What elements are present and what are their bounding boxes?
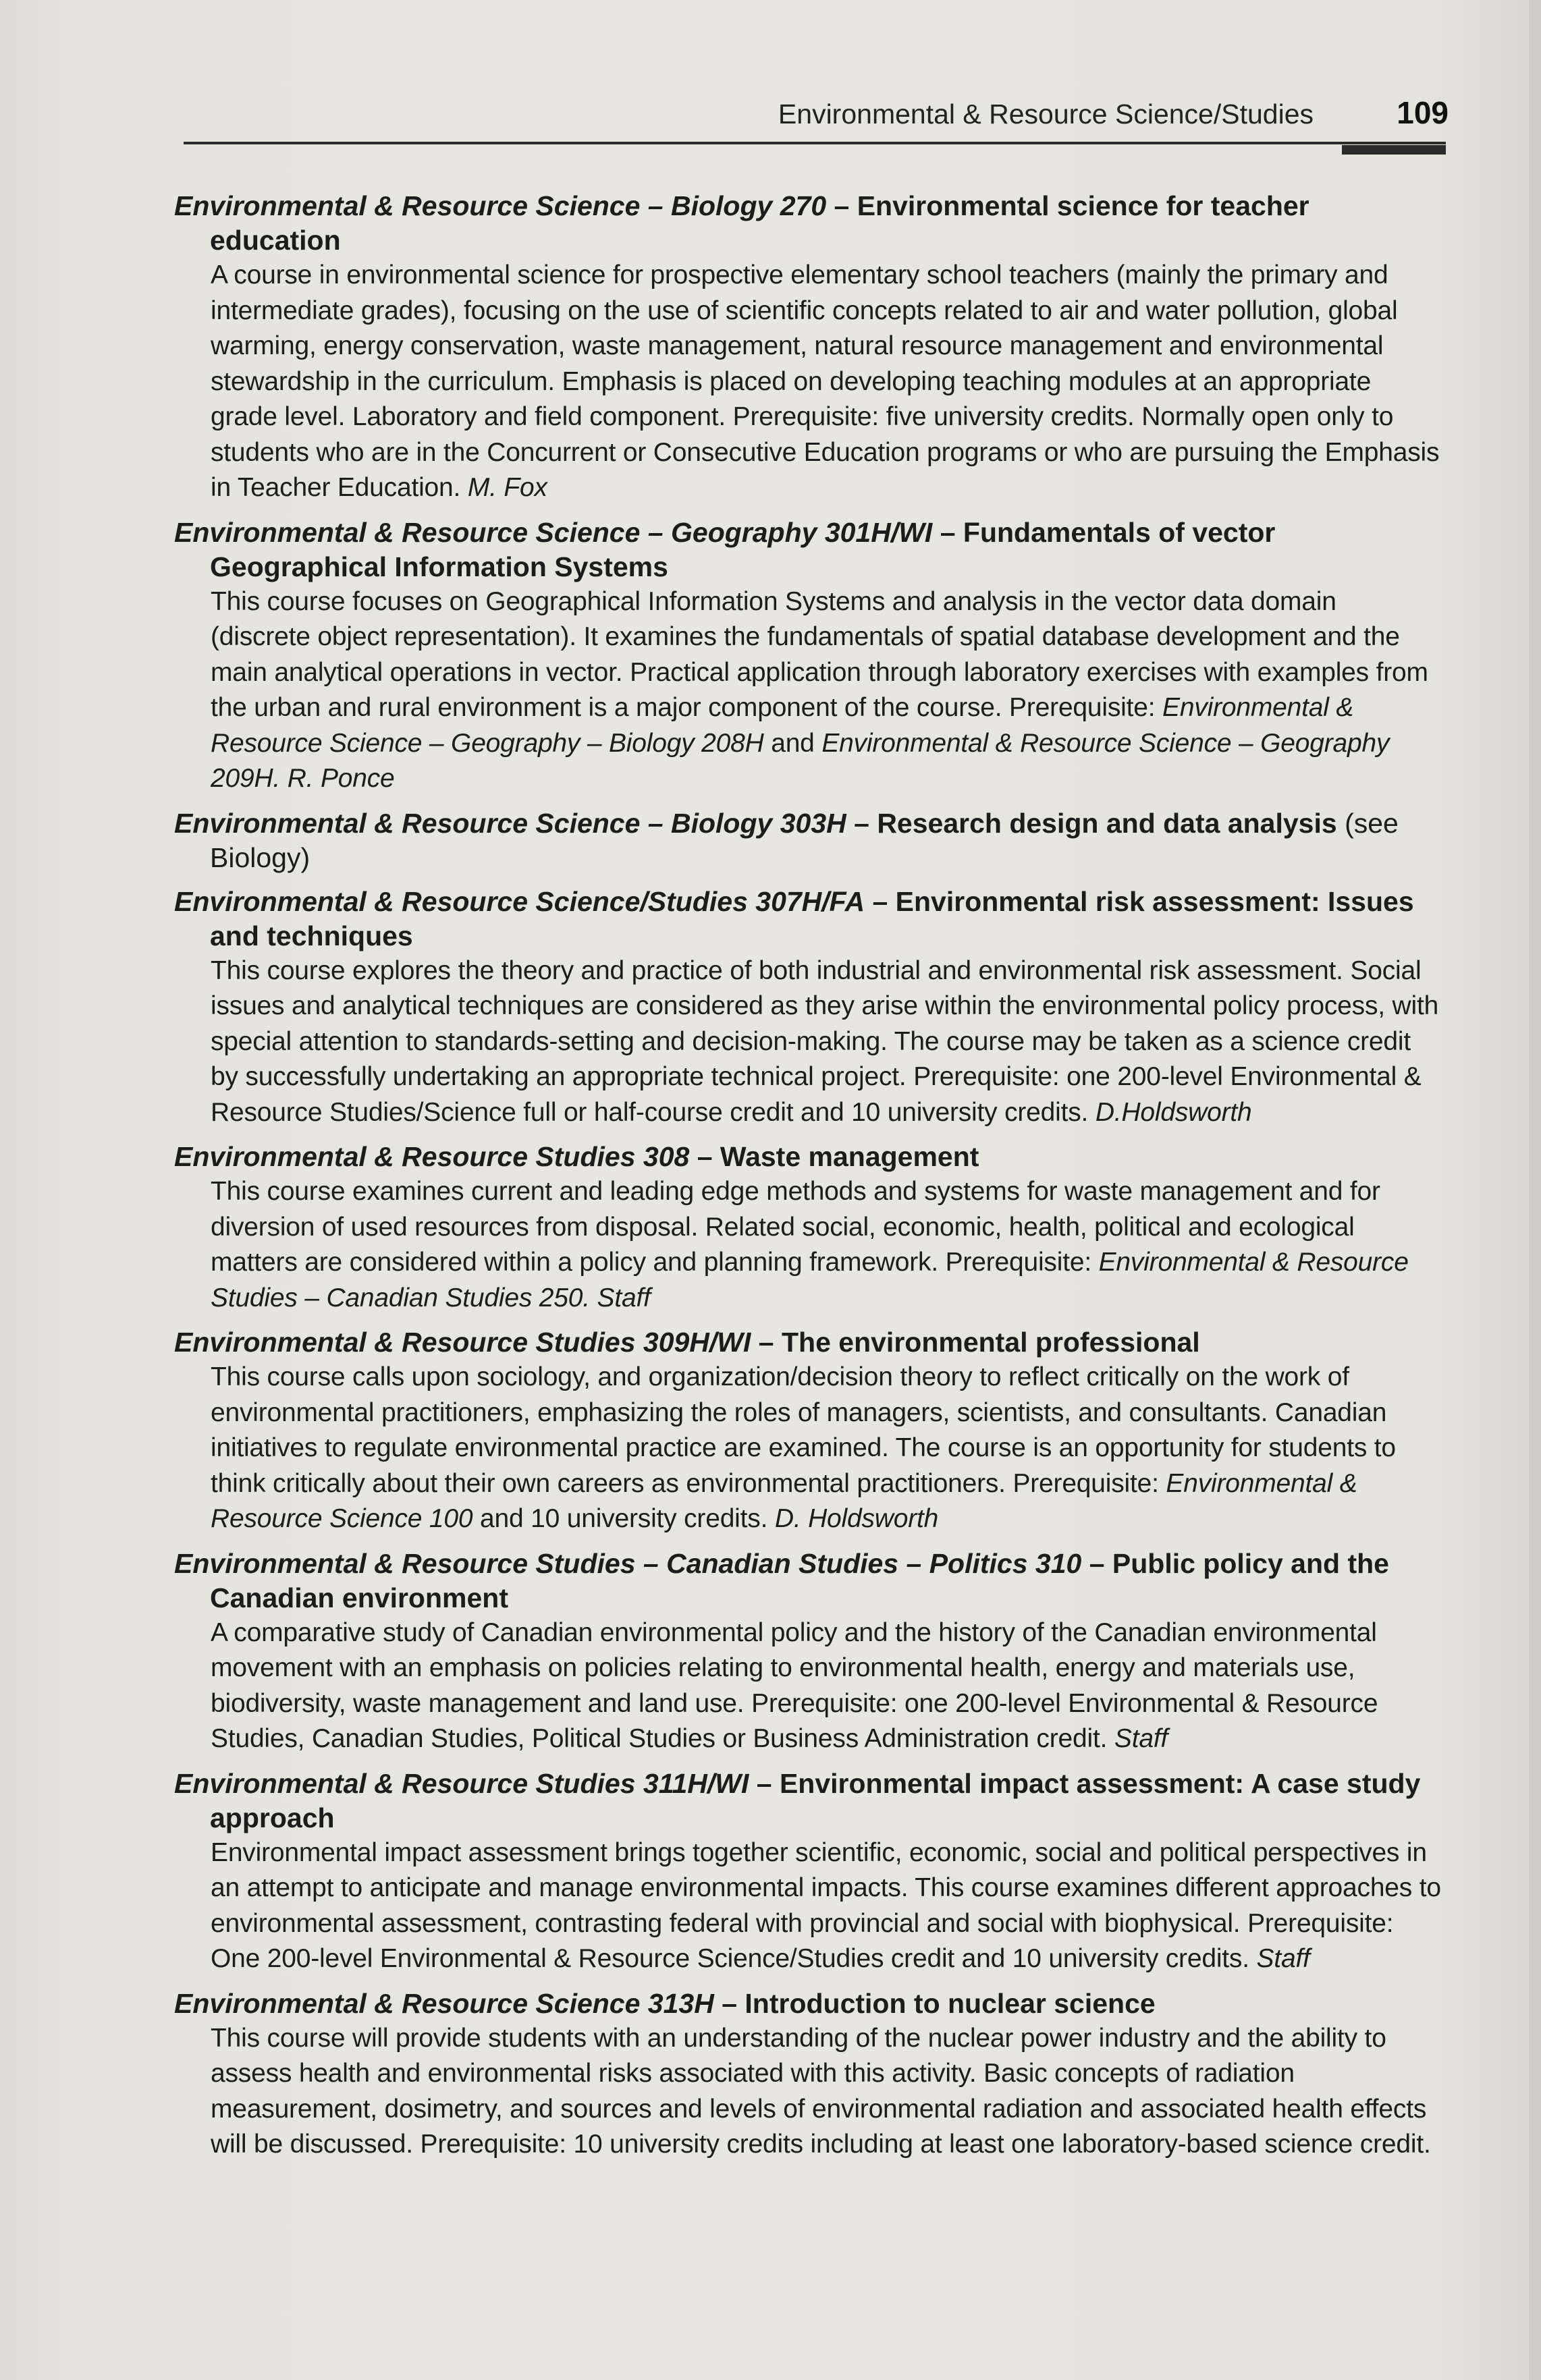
course-entry: [174, 1547, 1443, 1757]
course-entry: [174, 189, 1443, 506]
course-code: Environmental & Resource Studies 308: [174, 1141, 690, 1172]
course-heading: [174, 516, 1443, 584]
course-description: [174, 1360, 1443, 1537]
course-title: – Public policy and the Canadian environment: [210, 1547, 1389, 1613]
description-text: This course will provide students with an understanding of the nuclear power industry and the ability to assess health and environmental risks associated with this activity. Basic concepts of radiation measurement, dosimetry, and sources and levels of environmental radiation and associated health effects will be discussed. Prerequisite: 10 university credits including at least one laboratory-based science credit.: [211, 2023, 1431, 2159]
course-title: – Research design and data analysis: [846, 807, 1337, 839]
course-entry: [174, 516, 1443, 797]
course-code: Environmental & Resource Studies 311H/WI: [174, 1767, 749, 1799]
header-tab-marker: [1342, 145, 1446, 155]
course-heading: [174, 1140, 1443, 1174]
prerequisite-course: Environmental & Resource Science – Geography – Biology 208H: [211, 693, 1354, 758]
course-heading: [174, 806, 1443, 875]
description-text: A comparative study of Canadian environmental policy and the history of the Canadian environmental movement with an emphasis on policies relating to environmental health, energy and materials use, biodiversity, waste management and land use. Prerequisite: one 200-level Environmental & Resource Studies, Canadian Studies, Political Studies or Business Administration credit.: [211, 1617, 1378, 1753]
course-heading: [174, 189, 1443, 258]
prerequisite-course: Environmental & Resource Science – Geography 209H. R. Ponce: [211, 728, 1390, 793]
course-entry: [174, 806, 1443, 875]
course-code: Environmental & Resource Studies 309H/WI: [174, 1327, 751, 1358]
course-title: – The environmental professional: [751, 1327, 1200, 1358]
course-description: [174, 1835, 1443, 1977]
header-rule: [184, 142, 1446, 144]
course-description: [174, 1174, 1443, 1316]
course-heading: [174, 1547, 1443, 1615]
instructor: M. Fox: [467, 473, 547, 502]
course-code: Environmental & Resource Science – Biology 270: [174, 190, 827, 221]
course-heading: [174, 1325, 1443, 1360]
course-entry: [174, 1767, 1443, 1977]
course-title: – Fundamentals of vector Geographical Information Systems: [210, 516, 1276, 582]
course-title: – Environmental science for teacher education: [210, 190, 1309, 256]
instructor: Staff: [1256, 1944, 1310, 1973]
course-description: [174, 953, 1443, 1131]
course-entry: [174, 885, 1443, 1131]
course-code: Environmental & Resource Science/Studies 307H/FA: [174, 885, 865, 917]
course-code: Environmental & Resource Studies – Canadian Studies – Politics 310: [174, 1547, 1082, 1579]
course-title: – Waste management: [689, 1141, 979, 1172]
header-title: Environmental & Resource Science/Studies: [778, 99, 1314, 130]
course-description: [174, 2021, 1443, 2163]
instructor: Staff: [1114, 1724, 1168, 1753]
description-text: Environmental impact assessment brings together scientific, economic, social and political perspectives in an attempt to anticipate and manage environmental impacts. This course examines different approaches to environmental assessment, contrasting federal with provincial and social with biophysical. Prerequisite: One 200-level Environmental & Resource Science/Studies credit and 10 university credits.: [211, 1837, 1441, 1973]
prerequisite-joiner: and: [763, 728, 822, 758]
course-code: Environmental & Resource Science – Biology 303H: [174, 807, 846, 839]
course-title: – Environmental risk assessment: Issues and techniques: [210, 885, 1414, 951]
course-title: – Introduction to nuclear science: [713, 1987, 1156, 2019]
cross-reference: (see Biology): [210, 807, 1399, 873]
course-code: Environmental & Resource Science 313H: [174, 1987, 714, 2019]
description-text: This course focuses on Geographical Information Systems and analysis in the vector data domain (discrete object representation). It examines the fundamentals of spatial database development and the main analytical operations in vector. Practical application through laboratory exercises with examples from the urban and rural environment is a major component of the course. Prerequisite:: [211, 586, 1428, 722]
course-entry: [174, 1325, 1443, 1537]
course-heading: [174, 885, 1443, 953]
prerequisite-course: Environmental & Resource Studies – Canadian Studies 250. Staff: [211, 1248, 1409, 1312]
instructor: D. Holdsworth: [774, 1504, 939, 1533]
course-entry: [174, 1140, 1443, 1316]
course-description: [174, 1615, 1443, 1757]
running-header: [184, 94, 1450, 142]
description-text: This course explores the theory and practice of both industrial and environmental risk assessment. Social issues and analytical techniques are considered as they arise within the environmental policy process, with special attention to standards-setting and decision-making. The course may be taken as a science credit by successfully undertaking an appropriate technical project. Prerequisite: one 200-level Environmental & Resource Studies/Science full or half-course credit and 10 university credits.: [211, 956, 1439, 1127]
prerequisite-course: Environmental & Resource Science 100: [211, 1468, 1357, 1533]
course-title: – Environmental impact assessment: A case study approach: [210, 1767, 1421, 1833]
course-description: [174, 258, 1443, 506]
description-text: This course examines current and leading edge methods and systems for waste management and for diversion of used resources from disposal. Related social, economic, health, political and ecological matters are considered within a policy and planning framework. Prerequisite:: [211, 1177, 1380, 1277]
course-entry: [174, 1987, 1443, 2163]
page-edge: [1529, 0, 1541, 2380]
course-heading: [174, 1767, 1443, 1835]
instructor: D.Holdsworth: [1095, 1097, 1252, 1127]
course-description: [174, 584, 1443, 797]
prerequisite-tail: and 10 university credits.: [472, 1504, 775, 1533]
course-heading: [174, 1987, 1443, 2021]
course-list: [174, 189, 1443, 2172]
description-text: A course in environmental science for prospective elementary school teachers (mainly the primary and intermediate grades), focusing on the use of scientific concepts related to air and water pollution, global warming, energy conservation, waste management, natural resource management and environmental stewardship in the curriculum. Emphasis is placed on developing teaching modules at an appropriate grade level. Laboratory and field component. Prerequisite: five university credits. Normally open only to students who are in the Concurrent or Consecutive Education programs or who are pursuing the Emphasis in Teacher Education.: [211, 260, 1440, 502]
page-number: 109: [1397, 95, 1449, 130]
course-code: Environmental & Resource Science – Geography 301H/WI: [174, 516, 933, 548]
description-text: This course calls upon sociology, and organization/decision theory to reflect critically on the work of environmental practitioners, emphasizing the roles of managers, scientists, and consultants. Canadian initiatives to regulate environmental practice are examined. The course is an opportunity for students to think critically about their own careers as environmental practitioners. Prerequisite:: [211, 1362, 1396, 1498]
